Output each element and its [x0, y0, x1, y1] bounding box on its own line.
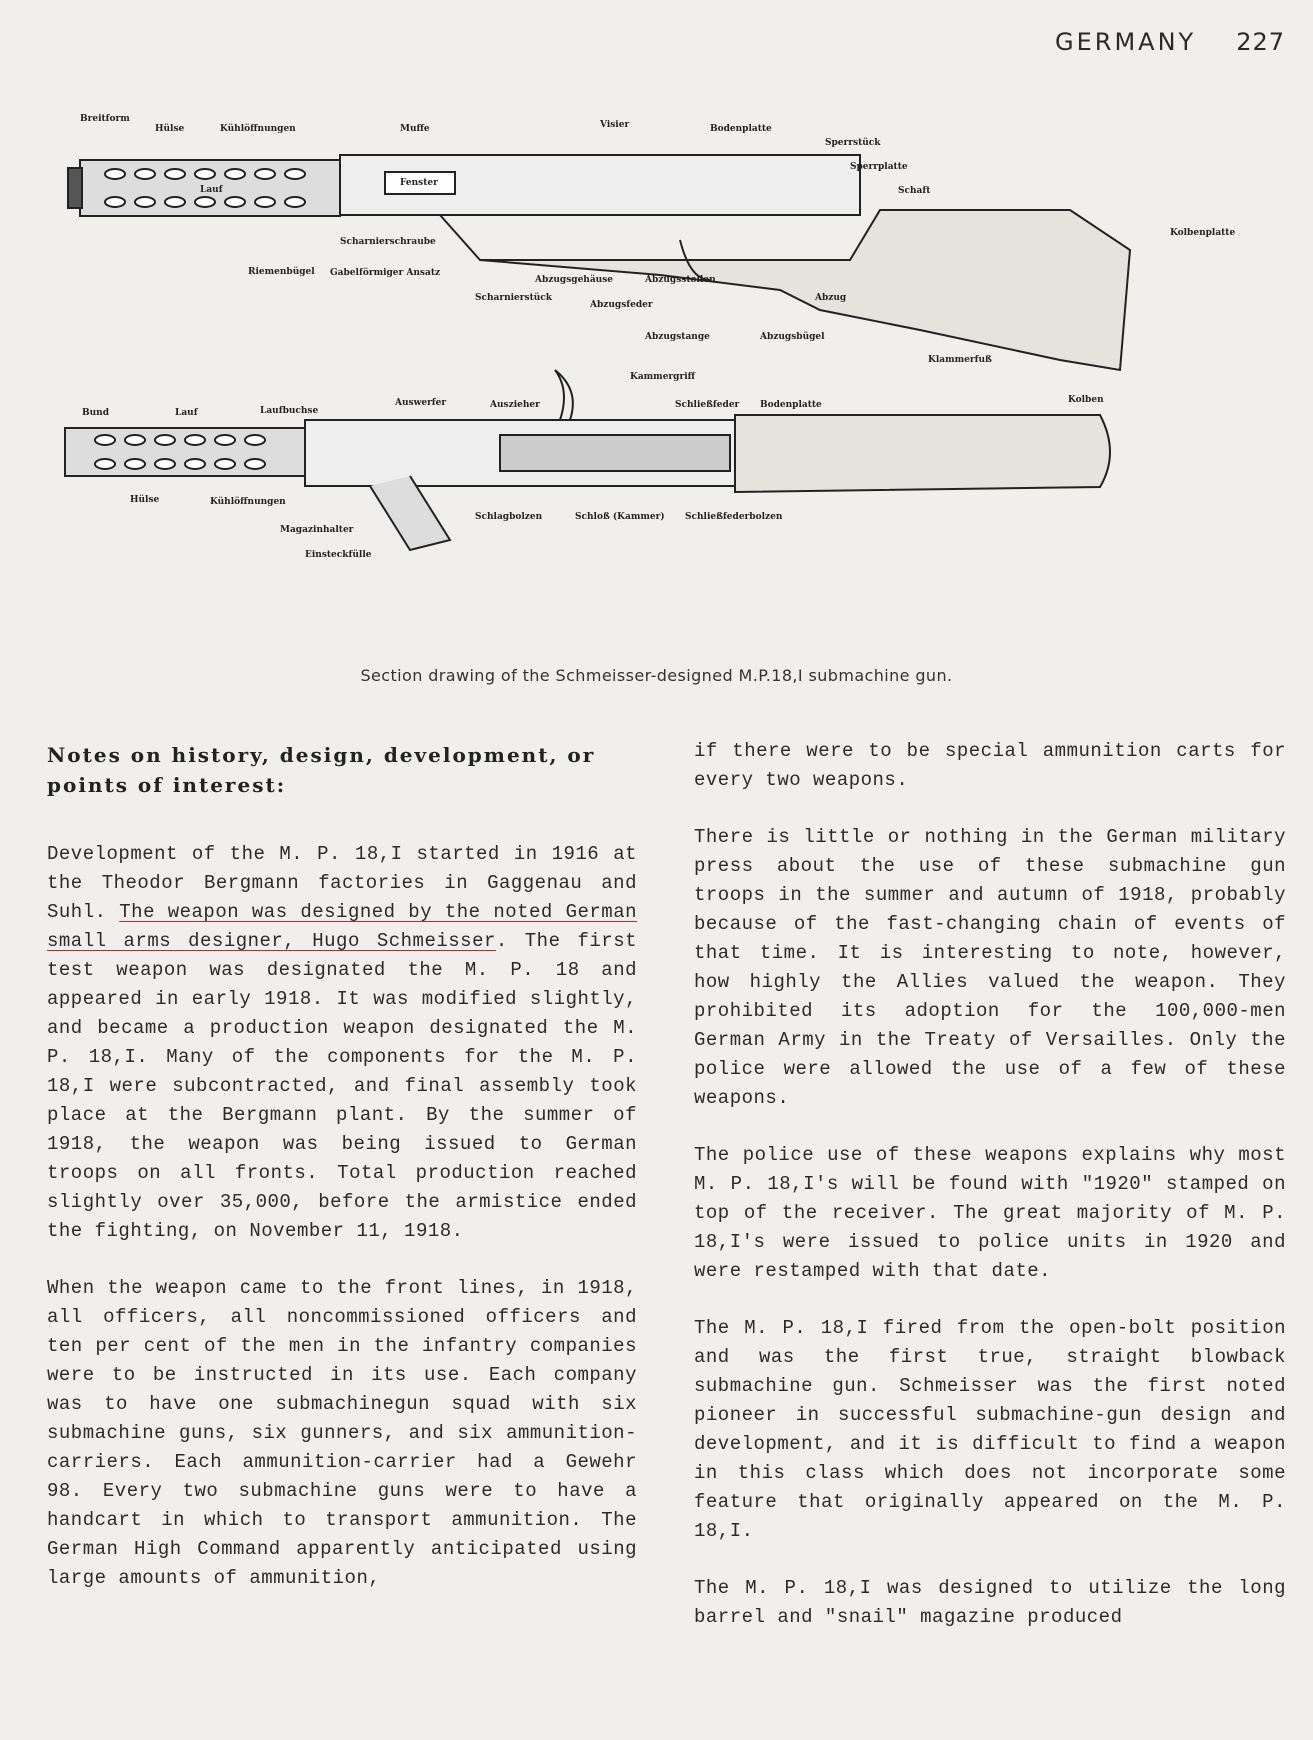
label-kammergriff: Kammergriff — [630, 372, 696, 382]
label-schaft: Schaft — [898, 186, 931, 196]
label-sperrstueck: Sperrstück — [825, 138, 881, 148]
label-muffe: Muffe — [400, 124, 430, 134]
label-abzugsfeder: Abzugsfeder — [590, 300, 653, 310]
page-number: 227 — [1236, 28, 1285, 56]
label-magazinhalter: Magazinhalter — [280, 525, 354, 535]
label-kolben: Kolben — [1068, 395, 1104, 405]
label-riemenbuegel: Riemenbügel — [248, 267, 315, 277]
page-header — [1055, 28, 1285, 56]
label-schlagbolzen: Schlagbolzen — [475, 512, 543, 522]
paragraph: The M. P. 18,I was designed to utilize the long barrel and "snail" magazine produced — [694, 1577, 1286, 1628]
paragraph: if there were to be special ammunition carts for every two weapons. — [694, 740, 1286, 791]
label-sperrplatte: Sperrplatte — [850, 162, 908, 172]
label-scharnierstueck: Scharnierstück — [475, 293, 553, 303]
left-column — [47, 740, 637, 1621]
label-kuehloeffnungen-2: Kühlöffnungen — [210, 497, 286, 507]
label-lauf-2: Lauf — [175, 408, 198, 418]
paragraph-text: Development of the M. P. 18,I started in 1916 at the Theodor Bergmann factories in Gaggenau and Suhl. — [47, 843, 637, 923]
label-bodenplatte-2: Bodenplatte — [760, 400, 822, 410]
label-gabelfoermiger-ansatz: Gabelförmiger Ansatz — [330, 268, 441, 278]
paragraph — [47, 840, 637, 1246]
label-schloss-kammer: Schloß (Kammer) — [575, 512, 665, 522]
label-auswerfer: Auswerfer — [395, 398, 447, 408]
label-scharnierschraube: Scharnierschraube — [340, 237, 436, 247]
label-abzugsstollen: Abzugsstollen — [645, 275, 716, 285]
label-bund: Bund — [82, 408, 109, 418]
label-visier: Visier — [600, 120, 630, 130]
label-breitform: Breitform — [80, 114, 130, 124]
label-lauf: Lauf — [200, 185, 223, 195]
label-kuehloeffnungen: Kühlöffnungen — [220, 124, 296, 134]
label-abzugstange: Abzugstange — [645, 332, 710, 342]
paragraph-text: . The first test weapon was designated the M. P. 18 and appeared in early 1918. It was modified slightly, and became a production weapon designated the M. P. 18,I. Many of the components for the M. P. 18,I were subcontracted, and final assembly took place at the Bergmann plant. By the summer of 1918, the weapon was being issued to German troops on all fronts. Total production reached slightly over 35,000, before the armistice ended the fighting, on November 11, 1918. — [47, 930, 637, 1242]
paragraph: When the weapon came to the front lines, in 1918, all officers, all noncommissioned officers and ten per cent of the men in the infantry companies were to be instructed in its use. Each company was to have one submachinegun squad with six submachine guns, six gunners, and six ammunition-carriers. Each ammunition-carrier had a Gewehr 98. Every two submachine guns were to have a handcart in which to transport ammunition. The German High Command apparently anticipated using large amounts of ammunition, — [47, 1277, 637, 1589]
paragraph: The police use of these weapons explains why most M. P. 18,I's will be found with "1920" stamped on top of the receiver. The great majority of M. P. 18,I's were issued to police units in 1920 and were restamped with that date. — [694, 1144, 1286, 1282]
label-schliessfederbolzen: Schließfederbolzen — [685, 512, 783, 522]
label-schliessfeder: Schließfeder — [675, 400, 740, 410]
label-einsteckfuelle: Einsteckfülle — [305, 550, 372, 560]
label-klammerfuss: Klammerfuß — [928, 355, 992, 365]
paragraph: The M. P. 18,I fired from the open-bolt position and was the first true, straight blowback submachine gun. Schmeisser was the first noted pioneer in successful submachine-gun design and development, and it is difficult to find a weapon in this class which does not incorporate some feature that originally appeared on the M. P. 18,I. — [694, 1317, 1286, 1542]
underlined-text: The weapon was designed by the noted German small arms designer, Hugo Schmeisser — [47, 901, 637, 952]
label-auszieher: Auszieher — [490, 400, 540, 410]
figure-caption: Section drawing of the Schmeisser-designed M.P.18,I submachine gun. — [360, 666, 953, 685]
notes-title: Notes on history, design, development, or points of interest: — [47, 743, 596, 797]
label-abzug: Abzug — [815, 293, 847, 303]
label-laufbuchse: Laufbuchse — [260, 406, 319, 416]
section-drawing-figure — [60, 110, 1260, 650]
paragraph: There is little or nothing in the German military press about the use of these submachine gun troops in the summer and autumn of 1918, probably because of the fast-changing chain of events of that time. It is interesting to note, however, how highly the Allies valued the weapon. They prohibited its adoption for the 100,000-men German Army in the Treaty of Versailles. Only the police were allowed the use of a few of these weapons. — [694, 826, 1286, 1109]
right-column — [694, 737, 1286, 1660]
label-huelse-2: Hülse — [130, 495, 160, 505]
label-bodenplatte: Bodenplatte — [710, 124, 772, 134]
label-huelse: Hülse — [155, 124, 185, 134]
label-abzugsgehaeuse: Abzugsgehäuse — [535, 275, 614, 285]
label-kolbenplatte: Kolbenplatte — [1170, 228, 1236, 238]
section-title: GERMANY — [1055, 28, 1197, 56]
label-fenster: Fenster — [400, 178, 438, 188]
label-abzugsbuegel: Abzugsbügel — [760, 332, 825, 342]
